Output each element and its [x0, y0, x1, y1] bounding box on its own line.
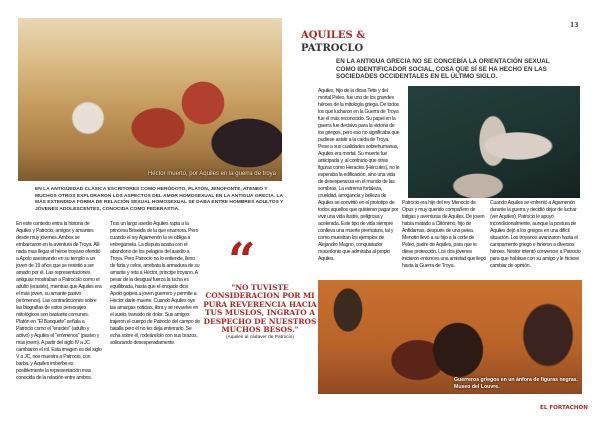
- quote-mark-icon: “: [228, 233, 256, 289]
- article-column-1: En este contexto entra la historia de Aquiles y Patrocio, amigos y amantes desde muy jóvenes. Ambos se embarcaron en la aventura de Troya. Allí nada mas llegar el héroe troyano ofendió a Apolo asesinando en su templo a un joven de 19 años que se resistió a ser amado por él. Las representaciones antiguas mostraban a Patrocolo como el adulto (erastés), mientras que Aquiles era el más joven, su amante pasivo (erómenos). Las contradicciones sobre las biografías de estos personajes mitológicos son bastante comunes. Platón en "El Banquete" señala a Patrocio como el "erastés" (adulto y activo) y Aquiles el "erómenos" (pasivo y mas joven). A partir del siglo IV a JC cambiaron el rol. Esta imagen es del siglo V a JC, nos muestra a Patrocio, con barba, y Aquiles imberbe es posiblemente la representación mas conocida de la relación entre ambos.: [16, 221, 102, 381]
- article-column-4: Patrocio era hijo del rey Menocio de Opus y muy querido compañero de fatigas y aventuras de Aquiles. De joven había matado a Clitónimo, hijo de Anfidamas, después de una pelea. Menotio llevó a su hijo a la corte de Peleo, padre de Aquiles, para que le diese protección. Los dos jóvenes iniciaron entonces una amistad que llegó hasta la Guerra de Troya.: [402, 200, 487, 269]
- pull-quote-source: (Aquiles al cádaver de Patrocio): [226, 335, 294, 341]
- pull-quote: "NO TUVISTE CONSIDERACION POR MI PURA REVERENCIA HACIA TUS MUSLOS, INGRATO A DESPECHO DE NUESTROS MUCHOS BESOS.": [203, 283, 317, 335]
- statue-image-menelaus-patroclus: [408, 86, 580, 198]
- pull-quote-box: [200, 284, 320, 341]
- painting-image-achilles-chariot: [18, 18, 282, 181]
- vase-caption: Guerreros griegos en un ánfora de figuras negras. Museo del Louvre.: [454, 377, 578, 390]
- article-column-5: Cuando Aquiles se enfrentó a Agamenón durante la guerra y decidió dejar de luchar (ver Aquiles), Patrocio le apoyó incondicionalmente, aunque la postura de Aquiles dejó a los griegos en una difícil situación. Los troyanos avanzaron hasta el campamento griego e hirieron a diversos héroes. Néstor intentó convencer a Patrocio para que hablase con su amigo y le hiciese cambiar de opinión.: [490, 200, 581, 269]
- article-column-3: Aquiles, hijo de la diosa Tetis y del mortal Peleo, fue uno de los grandes héroes de la mitología griega. De todos los que lucharon en la Guerra de Troya fue el más reconocido. Su papel en la guerra fue decisivo para la victoria de los griegos, pero eso no significaba que pudiese asistir a la caída de Troya. Pese a sus cualidades sobrehumanas, Aquiles era mortal. Su muerte fue anticipada y, al contrario que otras figuras como Heracles (Hércules), no le esperaba la edificación, sino una vida de desesperanza en el mundo de las sombras. La extrema fortaleza, crueldad, arrogancia y belleza de Aquiles se convirtió en el prototipo de todos aquellos que quisieran pagar por vivir una vida ilustre, peligrosa y acelerada. Este tipo de vida siempre conlleva una muerte prematura, tal y como muestran los ejemplos de Alejandro Magno, conquistador macedonio que admiraba al propio Aquiles.: [318, 88, 400, 262]
- article-subtitle: EN LA ANTIGUA GRECIA NO SE CONCEBÍA LA ORIENTACIÓN SEXUAL COMO IDENTIFICADOR SOCIAL, COSA QUE SÍ SE HA HECHO EN LAS SOCIEDADES OCCIDENTALES EN EL ÚLTIMO SIGLO.: [336, 58, 550, 81]
- vase-image-greek-warriors: [318, 280, 582, 394]
- painting-caption: Héctor muerto, por Aquiles en la guerra de troya: [147, 171, 276, 177]
- article-title-line-2: PATROCLO: [301, 43, 364, 54]
- page-number: 13: [570, 22, 579, 29]
- intro-paragraph: EN LA ANTIGÜEDAD CLÁSICA ESCRITORES COMO HERÓDOTO, PLATÓN, JENOFONTE, ATENEO Y MUCHOS OTROS EXPLORARON LOS ASPECTOS DEL AMOR HOMOSEXUAL EN LA ANTIGUA GRECIA. LA MÁS EXTENDIDA FORMA DE RELACIÓN SEXUAL HOMOSEXUAL SE DABA ENTRE HOMBRES ADULTOS Y JÓVENES ADOLESCENTES, CONOCIDA COMO PEDERASTIA.: [35, 187, 284, 212]
- article-column-2: Tras un largo asedio Aquiles rapta a la princesa Briseida de la que enamora. Pero cuando el rey Agamenón la ve obliga a entregarsela. La disputa acaba con el abandono de los pelagios del asedio a Troya. Pero Patrocio no lo entiende, lleno de furia y celos, arrebata la armadura de su amante y reta a Héctor, príncipe troyano. A pesar de la desigual fuerza la lucha es equilibrada, hasta que el enojado dios Apolo golpea a joven guerrero y permite a Hector darle muerte. Cuando Aquiles oye las amargas noticias, llora y se revuelve en el suelo, transido de dolor. Sus amigos trajeron el cuerpo de Patroclo del campo de batalla pero él no les deja enterrarlo. Se echa sobre él, rodeándolo con sus brazos, sollozando desesperadamente.: [110, 221, 200, 346]
- article-title-line-1: AQUILES &: [301, 30, 366, 41]
- magazine-footer-name: EL FORTACHÓN: [540, 405, 588, 411]
